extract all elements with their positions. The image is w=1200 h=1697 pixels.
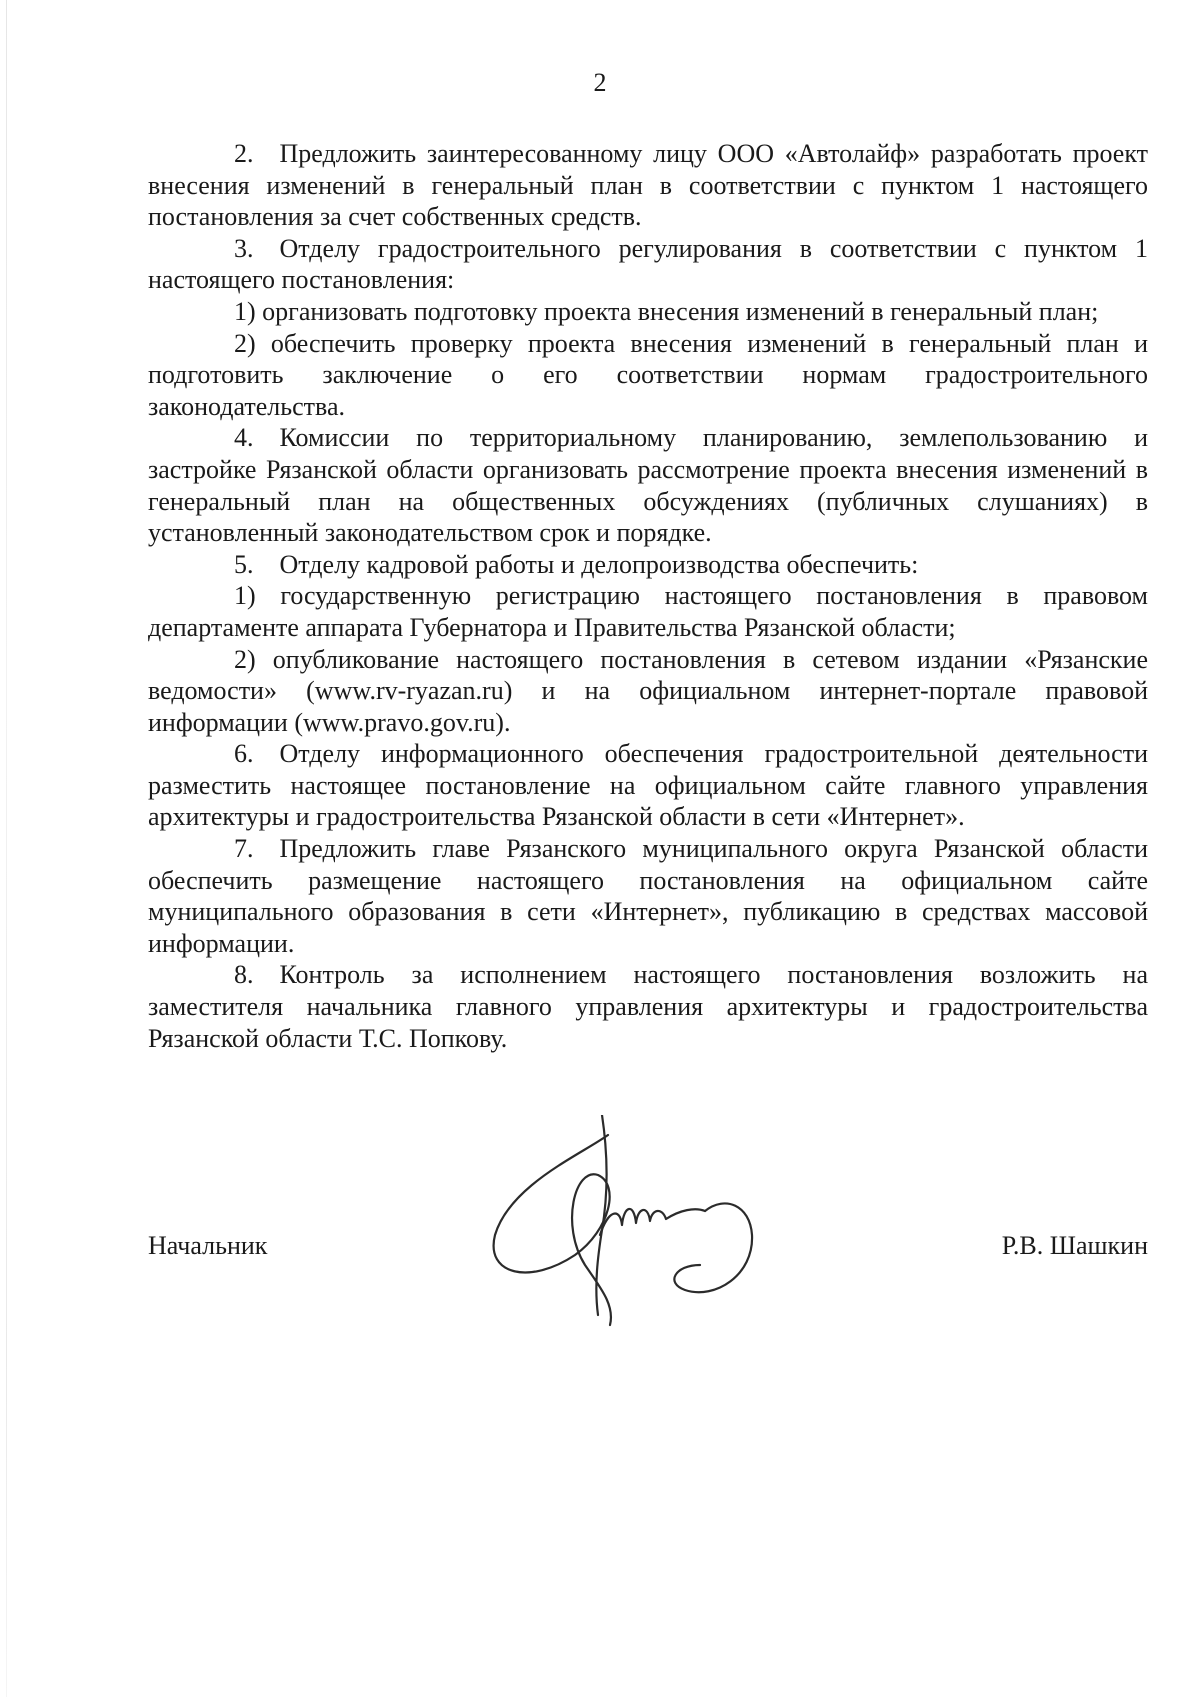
paragraph-5: 5. Отделу кадровой работы и делопроизводства обеспечить: <box>234 549 919 579</box>
page-number: 2 <box>593 68 607 97</box>
signer-name: Р.В. Шашкин <box>1001 1231 1148 1260</box>
paragraph-3-item-2: 2) обеспечить проверку проекта внесения изменений в генеральный план и подготовить заключение о его соответствии нормам градостроительного законодательства. <box>148 328 1148 421</box>
paragraph-5-item-1: 1) государственную регистрацию настоящего постановления в правовом департаменте аппарата Губернатора и Правительства Рязанской области; <box>148 581 1148 642</box>
paragraph-2: 2. Предложить заинтересованному лицу ООО «Автолайф» разработать проект внесения изменений в генеральный план в соответствии с пунктом 1 настоящего постановления за счет собственных средств. <box>148 139 1148 232</box>
paragraph-3: 3. Отделу градостроительного регулирования в соответствии с пунктом 1 настоящего постановления: <box>148 233 1148 295</box>
signature-tail-stroke <box>674 1203 752 1292</box>
paragraph-8: 8. Контроль за исполнением настоящего постановления возложить на заместителя начальника главного управления архитектуры и градостроительства Рязанской области Т.С. Попкову. <box>148 960 1148 1053</box>
paragraph-6: 6. Отделу информационного обеспечения градостроительной деятельности разместить настоящее постановление на официальном сайте главного управления архитектуры и градостроительства Рязанской области в сети «Интернет». <box>148 739 1148 832</box>
document-body <box>148 138 1148 1054</box>
signature-loop-stroke <box>494 1135 611 1325</box>
handwritten-signature <box>490 1115 890 1355</box>
paragraph-4: 4. Комиссии по территориальному планированию, землепользованию и застройке Рязанской области организовать рассмотрение проекта внесения изменений в генеральный план на общественных обсуждениях (публичных слушаниях) в установленный законодательством срок и порядке. <box>148 423 1148 548</box>
signer-title: Начальник <box>148 1231 268 1260</box>
paragraph-7: 7. Предложить главе Рязанского муниципального округа Рязанской области обеспечить размещение настоящего постановления на официальном сайте муниципального образования в сети «Интернет», публикацию в средствах массовой информации. <box>148 834 1148 958</box>
scan-edge <box>6 0 7 1697</box>
paragraph-3-item-1: 1) организовать подготовку проекта внесения изменений в генеральный план; <box>234 296 1099 326</box>
paragraph-5-item-2: 2) опубликование настоящего постановления в сетевом издании «Рязанские ведомости» (www.rv-ryazan.ru) и на официальном интернет-портале правовой информации (www.pravo.gov.ru). <box>148 644 1148 737</box>
signature-body-stroke <box>600 1209 705 1235</box>
